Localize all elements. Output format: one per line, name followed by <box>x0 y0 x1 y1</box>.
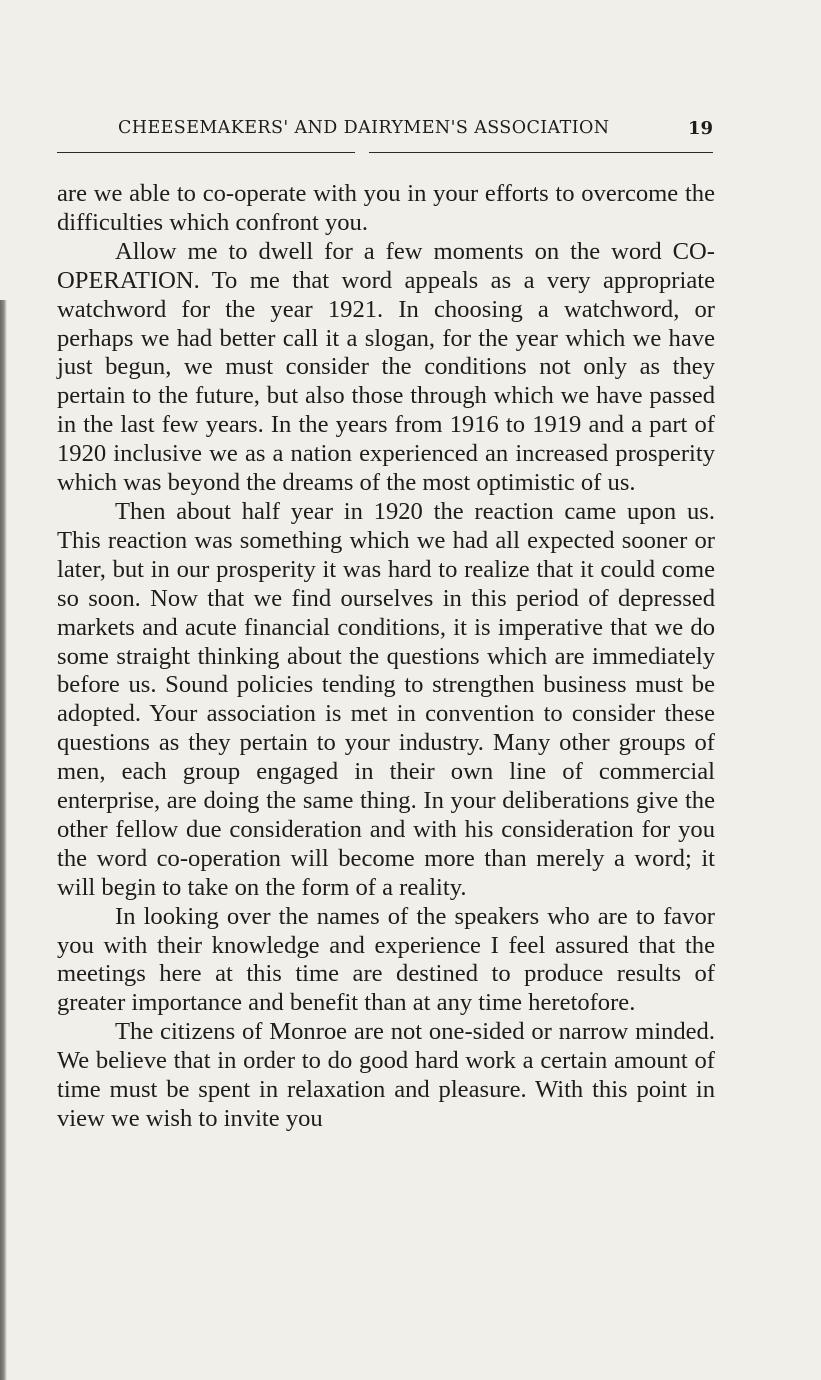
page-number: 19 <box>687 118 713 139</box>
paragraph-cooperation: Allow me to dwell for a few moments on the word CO-OPERATION. To me that word appeals as a very appropriate watchword for the year 1921. In choosing a watchword, or perhaps we had better call it a slogan, for the year which we have just begun, we must consider the conditions not only as they pertain to the future, but also those through which we have passed in the last few years. In the years from 1916 to 1919 and a part of 1920 inclusive we as a nation experienced an increased prosperity which was beyond the dreams of the most optimistic of us. <box>57 237 715 497</box>
body-text <box>57 180 715 1134</box>
paragraph-speakers: In looking over the names of the speakers who are to favor you with their knowledge and experience I feel assured that the meetings here at this time are destined to produce results of greater importance and benefit than at any time heretofore. <box>57 902 715 1017</box>
page-binding-edge <box>0 300 7 1380</box>
running-head <box>118 118 713 144</box>
header-rule <box>57 152 713 153</box>
paragraph-citizens: The citizens of Monroe are not one-sided or narrow minded. We believe that in order to do good hard work a certain amount of time must be spent in relaxation and pleasure. With this point in view we wish to invite you <box>57 1018 715 1132</box>
paragraph-reaction: Then about half year in 1920 the reaction came upon us. This reaction was something which we had all expected sooner or later, but in our prosperity it was hard to realize that it could come so soon. Now that we find ourselves in this period of depressed markets and acute financial conditions, it is imperative that we do some straight thinking about the questions which are immediately before us. Sound policies tending to strengthen business must be adopted. Your association is met in convention to consider these questions as they pertain to your industry. Many other groups of men, each group engaged in their own line of commercial enterprise, are doing the same thing. In your deliberations give the other fellow due consideration and with his consideration for you the word co-operation will become more than merely a word; it will begin to take on the form of a reality. <box>57 497 715 901</box>
header-rule-break <box>355 149 369 155</box>
paragraph-continued: are we able to co-operate with you in your efforts to overcome the difficulties which confront you. <box>57 180 715 236</box>
running-head-title: CHEESEMAKERS' AND DAIRYMEN'S ASSOCIATION <box>118 118 610 138</box>
